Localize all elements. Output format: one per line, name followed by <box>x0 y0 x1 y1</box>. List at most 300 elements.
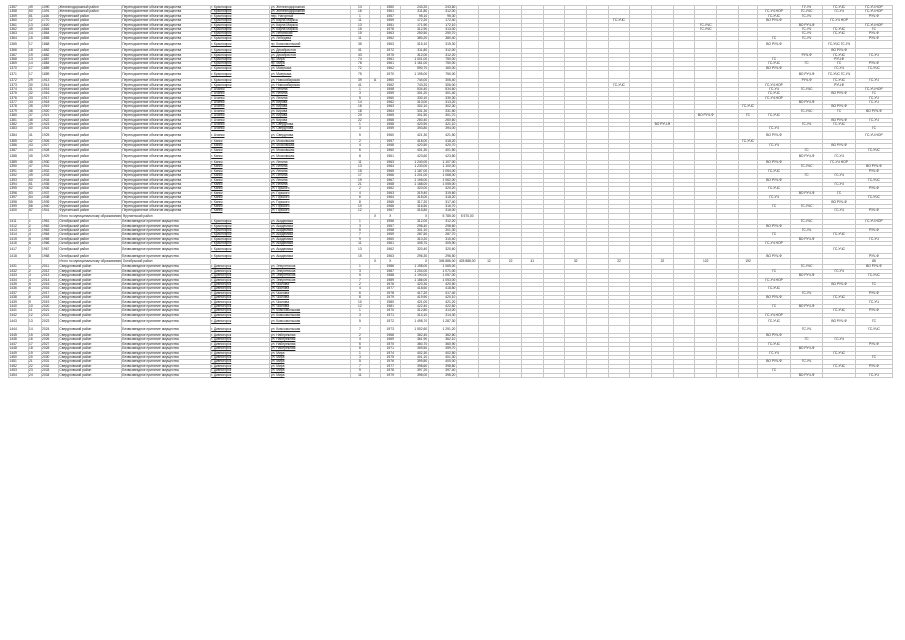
table-cell: Фрунзенский район <box>58 66 121 70</box>
table-cell: Свердловский район <box>58 356 121 360</box>
table-cell <box>758 246 791 254</box>
table-cell: 317,20 <box>400 200 428 204</box>
table-cell: ГС-УЧ <box>758 87 791 91</box>
table-cell: 393,80 <box>400 127 428 131</box>
table-cell: ВО РУЧ-Ф <box>758 160 791 164</box>
table-cell: 14 <box>350 101 370 105</box>
table-cell: г. Красноярск <box>210 71 270 79</box>
table-cell: г. Ачинск <box>210 96 270 100</box>
table-cell: г. Канск <box>210 144 270 148</box>
table-cell: Свердловский район <box>58 269 121 273</box>
table-cell: ГС-УЧС <box>758 114 791 118</box>
table-cell: ул. Новосибирская <box>270 79 350 83</box>
table-cell <box>652 318 674 326</box>
table-cell: Фрунзенский район <box>58 14 121 18</box>
table-cell: ГС-УЧС <box>738 139 758 143</box>
table-cell: 345 886,00 <box>428 258 456 265</box>
table-cell: Фрунзенский район <box>58 36 121 40</box>
table-cell: ГС-УЧС <box>823 309 856 313</box>
table-cell <box>478 71 500 79</box>
table-cell: Свердловский район <box>58 334 121 338</box>
table-cell: ГС-УЧС <box>695 27 717 31</box>
table-cell: 1963 <box>380 32 400 36</box>
table-cell: 1418 <box>9 254 29 258</box>
table-cell: пр. Мира <box>270 62 350 66</box>
table-cell <box>565 246 587 254</box>
table-cell: 419,90 <box>400 296 428 300</box>
table-cell: ГС <box>823 191 856 195</box>
table-cell <box>587 373 609 377</box>
table-cell: ул. Энергетиков <box>270 278 350 282</box>
table-cell <box>608 71 630 79</box>
table-cell <box>521 373 543 377</box>
table-cell: 11 <box>350 242 370 246</box>
table-cell: 2 <box>28 224 41 228</box>
table-cell: г. Красноярск <box>210 19 270 23</box>
table-cell: 15 <box>350 254 370 258</box>
table-cell: 18 <box>28 49 41 53</box>
table-cell: 1400 <box>9 209 29 213</box>
table-cell: 2032 <box>41 364 58 368</box>
table-cell: 1166 <box>41 14 58 18</box>
table-cell: ул. Чкалова <box>270 282 350 286</box>
table-cell: 41 <box>521 258 543 265</box>
table-cell: 1979 <box>380 296 400 300</box>
table-cell: г. Красноярск <box>210 36 270 40</box>
table-cell <box>456 373 478 377</box>
table-cell <box>478 373 500 377</box>
table-cell: ул. Карла Маркса <box>270 23 350 27</box>
table-cell: 399,80 <box>400 360 428 364</box>
table-cell: 1 <box>350 122 370 126</box>
table-cell: 1090 <box>41 6 58 10</box>
table-cell: ГС-УЧ <box>790 27 823 31</box>
table-cell: 1 161,00 <box>400 62 428 66</box>
table-cell: 421,50 <box>428 131 456 139</box>
table-cell: г. Красноярск <box>210 14 270 18</box>
table-cell: 1434 <box>9 278 29 282</box>
table-cell: 1411 <box>9 220 29 224</box>
table-cell: ул. Кирова <box>270 109 350 113</box>
table-cell <box>456 71 478 79</box>
table-cell: ГС-УЧ <box>790 32 823 36</box>
table-cell: ВО РУЧ-Ф <box>790 274 823 278</box>
table-cell: Свердловский район <box>58 304 121 308</box>
table-cell: ГС-УЧС <box>855 274 892 278</box>
table-cell: г. Канск <box>210 200 270 204</box>
table-cell: ГС-УЧС <box>790 220 823 224</box>
table-cell: 1433 <box>9 274 29 278</box>
table-cell: 72 <box>350 66 370 70</box>
table-cell <box>543 41 565 49</box>
table-cell: ГС <box>855 356 892 360</box>
table-cell <box>500 131 522 139</box>
table-cell: 302,10 <box>400 105 428 109</box>
table-cell: 2017 <box>41 291 58 295</box>
table-cell: 49 <box>28 6 41 10</box>
table-cell: 1919 <box>41 105 58 109</box>
table-cell: Фрунзенский район <box>58 101 121 105</box>
table-cell: ул. Кирова <box>270 114 350 118</box>
table-cell: 1436 <box>9 287 29 291</box>
table-cell: 1 204,00 <box>400 269 428 273</box>
table-cell <box>823 373 856 377</box>
table-cell: ГС <box>758 204 791 208</box>
table-cell: 78 <box>350 62 370 66</box>
table-cell: 1934 <box>41 178 58 182</box>
table-cell: г. Дивногорск <box>210 296 270 300</box>
table-cell: 313,00 <box>428 309 456 313</box>
table-cell: 312,90 <box>400 27 428 31</box>
table-cell: 32 <box>565 258 587 265</box>
table-cell: Фрунзенский район <box>58 87 121 91</box>
table-cell: 6 <box>28 287 41 291</box>
table-cell: 1377 <box>9 101 29 105</box>
table-cell: РУЧ-Ф <box>855 228 892 232</box>
table-cell <box>673 318 695 326</box>
table-cell: 362,60 <box>428 334 456 338</box>
table-cell: ГС-УЧ НОР <box>823 160 856 164</box>
table-cell <box>738 318 758 326</box>
table-cell <box>717 246 739 254</box>
table-cell: ул. Академика <box>270 220 350 224</box>
table-cell: 1882 <box>41 53 58 57</box>
table-cell: 14 <box>350 6 370 10</box>
table-cell: 22 <box>652 258 674 265</box>
table-cell: 1917 <box>41 96 58 100</box>
table-cell: 330,30 <box>428 96 456 100</box>
table-cell: РУЧ-Ф <box>855 62 892 66</box>
table-cell: Безвозмездное принятие имущества <box>121 313 210 317</box>
table-cell: 1986 <box>380 265 400 269</box>
table-cell: 13 <box>350 165 370 169</box>
table-cell: 311,80 <box>400 10 428 14</box>
table-cell: 8 <box>350 200 370 204</box>
table-cell: 1967 <box>41 246 58 254</box>
table-cell: г. Дивногорск <box>210 278 270 282</box>
table-cell: 312,80 <box>400 309 428 313</box>
table-cell: 1962 <box>380 83 400 87</box>
table-cell: пр. Комсомольский <box>270 41 350 49</box>
table-cell <box>456 318 478 326</box>
table-cell: 12 <box>28 313 41 317</box>
table-cell: 2027 <box>41 342 58 346</box>
table-cell: 1957 <box>380 224 400 228</box>
table-cell: РУЧ-Ф <box>855 291 892 295</box>
table-cell: 9 <box>28 300 41 304</box>
table-cell: г. Красноярск <box>210 83 270 87</box>
table-cell: Свердловский район <box>58 338 121 342</box>
table-cell: г. Дивногорск <box>210 369 270 373</box>
table-cell: 534,40 <box>400 87 428 91</box>
table-cell <box>370 373 381 377</box>
table-cell: Свердловский район <box>58 300 121 304</box>
table-cell: 1967 <box>380 209 400 213</box>
table-cell: ВО РУЧ-Ф <box>823 118 856 122</box>
table-cell: 1971 <box>380 347 400 351</box>
table-cell: 1 001,00 <box>400 57 428 61</box>
table-cell: ГС <box>790 338 823 342</box>
table-cell: 398,60 <box>400 364 428 368</box>
table-cell: 250,70 <box>428 32 456 36</box>
table-cell: 1373 <box>9 83 29 87</box>
table-cell: 1 <box>350 265 370 269</box>
table-cell: 1 201,00 <box>400 174 428 178</box>
table-cell: 1 186,00 <box>400 278 428 282</box>
table-cell: 359,70 <box>428 347 456 351</box>
table-cell: 12 <box>350 209 370 213</box>
table-cell <box>823 326 856 334</box>
table-row <box>9 318 893 326</box>
table-cell: ГС-УЧС <box>695 23 717 27</box>
table-cell: 1363 <box>9 32 29 36</box>
table-cell: Безвозмездное принятие имущества <box>121 265 210 269</box>
table-cell: Октябрьский район <box>58 237 121 241</box>
table-cell: г. Ачинск <box>210 105 270 109</box>
table-cell: Свердловский район <box>58 360 121 364</box>
table-cell: Фрунзенский район <box>58 109 121 113</box>
table-cell: 1958 <box>380 87 400 91</box>
table-cell: 1382 <box>9 122 29 126</box>
table-cell: Безвозмездное принятие имущества <box>121 318 210 326</box>
table-cell: Октябрьский район <box>58 246 121 254</box>
table-cell: ГС-УЧ НОР <box>758 242 791 246</box>
table-cell: ВО РУЧ-Ф <box>790 373 823 377</box>
table-cell: 2 <box>350 282 370 286</box>
table-cell: Фрунзенский район <box>58 83 121 87</box>
table-cell: 8 <box>28 296 41 300</box>
table-cell: 1439 <box>9 300 29 304</box>
table-cell: 1938 <box>41 196 58 200</box>
table-cell: 1959 <box>380 19 400 23</box>
table-cell: 1966 <box>380 118 400 122</box>
table-cell: ГУ-УЧ <box>790 6 823 10</box>
table-cell: 1413 <box>9 228 29 232</box>
table-cell: г. Дивногорск <box>210 334 270 338</box>
table-cell: 398,80 <box>428 364 456 368</box>
table-cell: Фрунзенский район <box>58 41 121 49</box>
table-cell: ул. Свердлова <box>270 122 350 126</box>
table-cell: 1958 <box>380 228 400 232</box>
table-cell: 5 <box>350 274 370 278</box>
table-cell: 1 <box>28 220 41 224</box>
table-cell <box>478 326 500 334</box>
table-cell: 362,10 <box>428 338 456 342</box>
table-cell: г. Канск <box>210 178 270 182</box>
table-cell: 46 <box>28 160 41 164</box>
table-cell <box>456 41 478 49</box>
table-cell: 172,10 <box>428 23 456 27</box>
table-cell: ул. Академика <box>270 254 350 258</box>
table-cell: Переподчинение объектов имущества <box>121 105 210 109</box>
table-cell: ГС <box>855 318 892 326</box>
table-cell: 1361 <box>9 23 29 27</box>
table-cell: 316,70 <box>428 204 456 208</box>
table-cell: ГС-УЧС <box>823 296 856 300</box>
table-cell: Переподчинение объектов имущества <box>121 209 210 213</box>
table-cell: г. Дивногорск <box>210 342 270 346</box>
table-cell <box>587 131 609 139</box>
table-cell <box>652 71 674 79</box>
table-cell: ГС <box>823 109 856 113</box>
table-cell: 1961 <box>380 10 400 14</box>
table-cell: Безвозмездное принятие имущества <box>121 304 210 308</box>
table-cell: 15 <box>28 36 41 40</box>
table-cell: 394,00 <box>428 127 456 131</box>
table-cell: 319,40 <box>400 191 428 195</box>
table-cell: 420,10 <box>428 296 456 300</box>
table-cell <box>738 71 758 79</box>
table-cell: 316,50 <box>400 204 428 208</box>
table-cell <box>370 318 381 326</box>
table-cell: Фрунзенский район <box>58 27 121 31</box>
table-cell: 1957 <box>380 139 400 143</box>
table-cell: 1 <box>350 351 370 355</box>
table-cell: 1941 <box>41 209 58 213</box>
table-cell: ул. Энергетиков <box>270 265 350 269</box>
table-cell: 1864 <box>41 27 58 31</box>
table-cell <box>565 41 587 49</box>
table-cell: ул. Железнодорожная <box>270 10 350 14</box>
table-cell: 1978 <box>380 291 400 295</box>
table-cell: ГС-УЧС <box>790 204 823 208</box>
table-cell: 1453 <box>9 369 29 373</box>
table-cell: ул. Московская <box>270 148 350 152</box>
table-cell: г. Дивногорск <box>210 300 270 304</box>
table-cell: ГС <box>823 62 856 66</box>
table-cell: 287,70 <box>428 233 456 237</box>
table-cell: Безвозмездное принятие имущества <box>121 228 210 232</box>
table-cell <box>695 373 717 377</box>
table-cell: Переподчинение объектов имущества <box>121 14 210 18</box>
table-cell: г. Ачинск <box>210 118 270 122</box>
table-cell: 301,50 <box>400 114 428 118</box>
table-cell: 3 <box>350 224 370 228</box>
table-cell: г. Красноярск <box>210 228 270 232</box>
table-cell: 2022 <box>41 313 58 317</box>
table-cell: Безвозмездное принятие имущества <box>121 237 210 241</box>
table-cell: 1963 <box>41 228 58 232</box>
table-cell: 2029 <box>41 351 58 355</box>
table-cell: 171,90 <box>400 23 428 27</box>
table-cell: г. Канск <box>210 152 270 160</box>
table-cell: Фрунзенский район <box>58 49 121 53</box>
table-cell: ГС-УЧ <box>823 174 856 178</box>
table-cell: ВО РУЧ-Ф <box>855 265 892 269</box>
table-cell: 7 <box>28 291 41 295</box>
table-cell: 3 <box>350 269 370 273</box>
table-cell <box>608 152 630 160</box>
table-cell: ГС-УЧ НОР <box>758 96 791 100</box>
table-cell: ул. Академика <box>270 224 350 228</box>
table-cell: 11 <box>350 19 370 23</box>
table-cell: Переподчинение объектов имущества <box>121 79 210 83</box>
table-cell: Фрунзенский район <box>58 187 121 191</box>
table-cell: X <box>370 213 381 220</box>
table-cell <box>521 71 543 79</box>
table-cell: 313,00 <box>400 101 428 105</box>
table-cell: 1989 <box>380 278 400 282</box>
table-cell: 1957 <box>380 14 400 18</box>
table-cell: 1441 <box>9 309 29 313</box>
table-cell: X <box>380 213 400 220</box>
table-cell: Свердловский район <box>58 351 121 355</box>
table-cell: ВО РУЧ-Ф <box>758 296 791 300</box>
table-cell: г. Дивногорск <box>210 304 270 308</box>
table-cell: г. Дивногорск <box>210 364 270 368</box>
table-cell: 396,00 <box>400 373 428 377</box>
table-cell: 1977 <box>380 287 400 291</box>
table-cell <box>738 246 758 254</box>
table-cell: 2013 <box>41 274 58 278</box>
table-cell: Переподчинение объектов имущества <box>121 118 210 122</box>
table-cell: Свердловский район <box>58 296 121 300</box>
table-cell: 55 <box>28 200 41 204</box>
table-cell: 243,20 <box>400 6 428 10</box>
table-cell: 39 <box>28 122 41 126</box>
table-cell <box>673 373 695 377</box>
table-cell: 1937 <box>41 191 58 195</box>
table-cell: Фрунзенский район <box>58 79 121 83</box>
table-cell: 420,70 <box>428 144 456 148</box>
table-cell <box>500 246 522 254</box>
table-cell: г. Ачинск <box>210 122 270 126</box>
table-cell: ГС <box>758 233 791 237</box>
table-cell: 1388 <box>9 152 29 160</box>
table-cell <box>565 131 587 139</box>
table-cell: 12 <box>350 304 370 308</box>
table-cell: ГС-УЧС <box>790 87 823 91</box>
table-cell: 1431 <box>9 265 29 269</box>
table-cell: ул. Лебедева <box>270 36 350 40</box>
table-cell: 5 <box>28 237 41 241</box>
table-cell: Фрунзенский район <box>58 200 121 204</box>
table-cell: ул. Ленина <box>270 165 350 169</box>
table-cell: 33 <box>28 96 41 100</box>
table-cell: 418,80 <box>428 287 456 291</box>
table-cell: 320,00 <box>400 187 428 191</box>
table-cell: Фрунзенский район <box>58 178 121 182</box>
table-cell: ГС-УЧС <box>758 187 791 191</box>
table-cell: ГС-УЧ <box>855 373 892 377</box>
table-cell: ГС-УЧ <box>823 338 856 342</box>
table-cell: Переподчинение объектов имущества <box>121 169 210 173</box>
table-cell: 5 570,00 <box>456 213 478 220</box>
table-cell: 48 <box>28 169 41 173</box>
table-cell: 15 <box>350 32 370 36</box>
table-cell: 19 <box>28 351 41 355</box>
table-cell: 1369 <box>9 62 29 66</box>
table-cell: 1969 <box>380 338 400 342</box>
table-cell: 380,40 <box>428 36 456 40</box>
table-cell: 260,60 <box>428 118 456 122</box>
table-cell: 1973 <box>380 326 400 334</box>
table-cell: 397,40 <box>428 369 456 373</box>
table-cell: ул. Комсомольская <box>270 313 350 317</box>
table-cell: ГС-УЧ НОР <box>758 313 791 317</box>
table-cell: 1958 <box>380 122 400 126</box>
table-cell <box>652 41 674 49</box>
table-cell: г. Канск <box>210 165 270 169</box>
table-cell: ВО РУЧ-Ф <box>758 334 791 338</box>
table-cell: ГС <box>758 304 791 308</box>
table-cell: 310,20 <box>400 237 428 241</box>
table-cell: 2 <box>350 139 370 143</box>
table-cell: 1 287,30 <box>428 318 456 326</box>
table-cell: 312,00 <box>400 53 428 57</box>
spreadsheet <box>8 5 893 635</box>
table-cell: 1882 <box>41 49 58 53</box>
